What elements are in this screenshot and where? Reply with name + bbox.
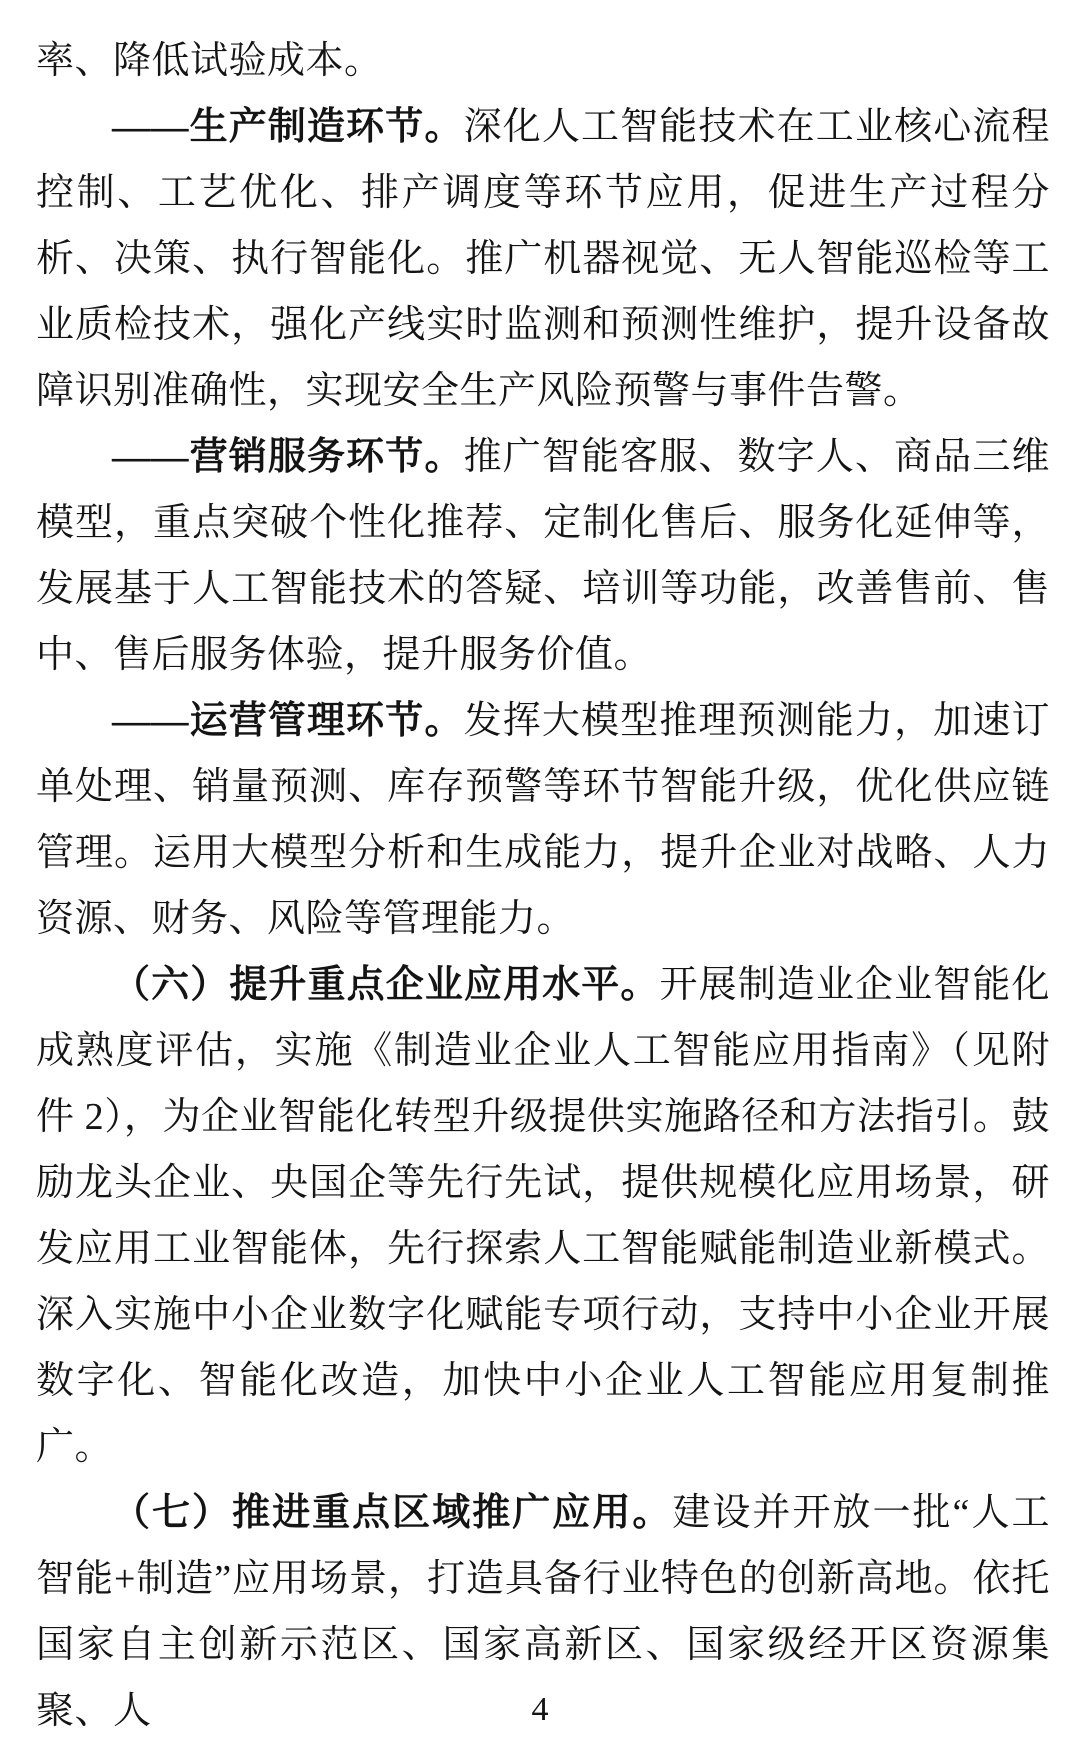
paragraph-lead: ——生产制造环节。 <box>112 106 464 148</box>
paragraph-body: 开展制造业企业智能化成熟度评估，实施《制造业企业人工智能应用指南》（见附件 2），为企业智能化转型升级提供实施路径和方法指引。鼓励龙头企业、央国企等先行先试，提供规模化应用场景，研发应用工业智能体，先行探索人工智能赋能制造业新模式。深入实施中小企业数字化赋能专项行动，支持中小企业开展数字化、智能化改造，加快中小企业人工智能应用复制推广。 <box>36 964 1050 1468</box>
paragraph-body: 推广智能客服、数字人、商品三维模型，重点突破个性化推荐、定制化售后、服务化延伸等，发展基于人工智能技术的答疑、培训等功能，改善售前、售中、售后服务体验，提升服务价值。 <box>36 436 1050 676</box>
paragraph-body: 深化人工智能技术在工业核心流程控制、工艺优化、排产调度等环节应用，促进生产过程分析、决策、执行智能化。推广机器视觉、无人智能巡检等工业质检技术，强化产线实时监测和预测性维护，提升设备故障识别准确性，实现安全生产风险预警与事件告警。 <box>36 106 1050 412</box>
paragraph-lead: （七）推进重点区域推广应用。 <box>112 1492 673 1534</box>
paragraph-body: 率、降低试验成本。 <box>36 40 383 82</box>
paragraph-marketing-service <box>36 424 1050 688</box>
paragraph-continuation <box>36 28 1050 94</box>
paragraph-production-manufacturing <box>36 94 1050 424</box>
page-footer <box>0 1688 1080 1732</box>
paragraph-body: 发挥大模型推理预测能力，加速订单处理、销量预测、库存预警等环节智能升级，优化供应链管理。运用大模型分析和生成能力，提升企业对战略、人力资源、财务、风险等管理能力。 <box>36 700 1050 940</box>
paragraph-lead: ——运营管理环节。 <box>112 700 464 742</box>
paragraph-operations-management <box>36 688 1050 952</box>
page-number: 4 <box>531 1691 549 1728</box>
paragraph-item-6-key-enterprises <box>36 952 1050 1480</box>
document-text-block <box>36 28 1050 1744</box>
paragraph-lead: ——营销服务环节。 <box>112 436 464 478</box>
paragraph-body: 建设并开放一批“人工智能+制造”应用场景，打造具备行业特色的创新高地。依托国家自主创新示范区、国家高新区、国家级经开区资源集聚、人 <box>36 1492 1050 1732</box>
paragraph-lead: （六）提升重点企业应用水平。 <box>112 964 660 1006</box>
